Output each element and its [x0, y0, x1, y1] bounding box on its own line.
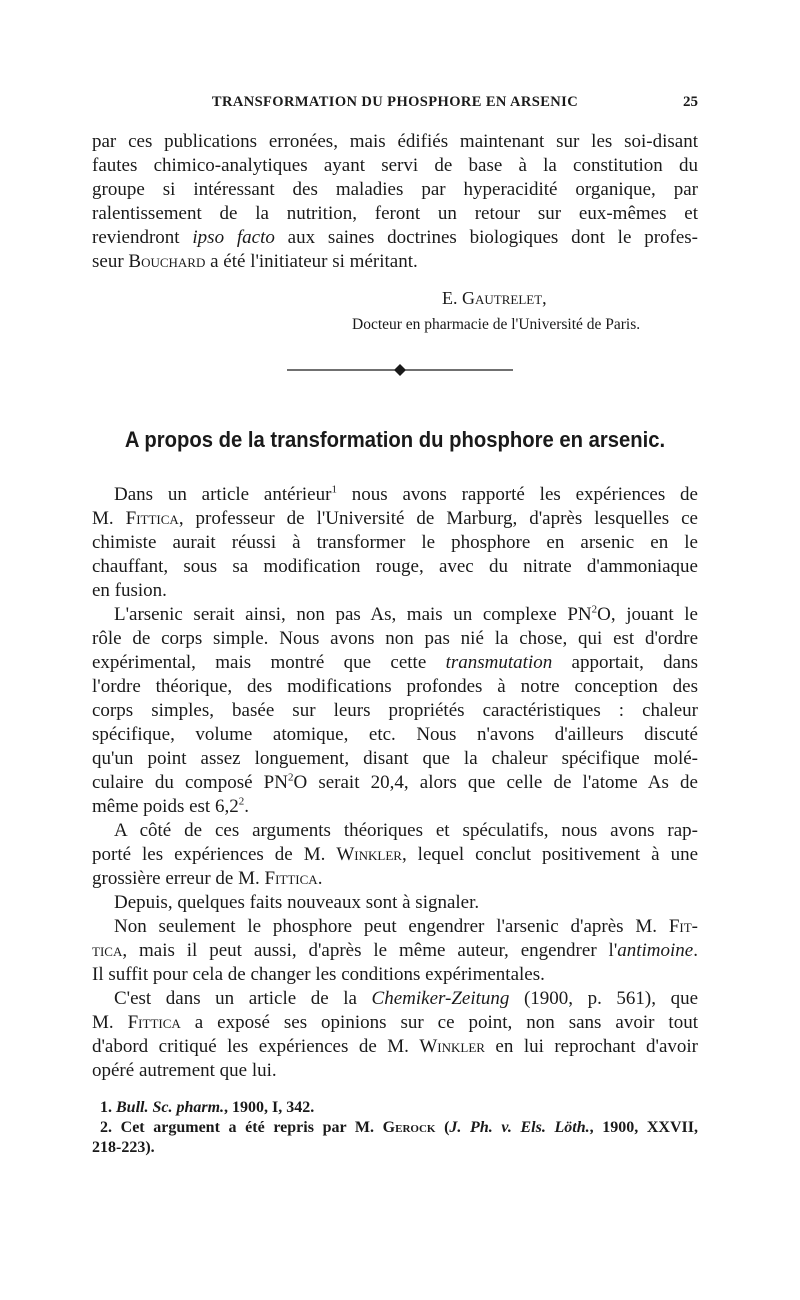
footnote-2: 2. Cet argument a été repris par M. Gerock (J. Ph. v. Els. Löth., 1900, XXVII, — [100, 1119, 698, 1136]
journal-name: Chemiker-Zeitung — [371, 988, 510, 1009]
signature-name: E. Gautrelet, — [442, 288, 547, 308]
text-line: porté les expériences de M. Winkler, lequel conclut positivement à une — [92, 844, 699, 865]
article-title: A propos de la transformation du phosphore en arsenic. — [124, 427, 666, 452]
text-line: tica, mais il peut aussi, d'après le même auteur, engendrer l'antimoine. — [92, 940, 698, 961]
text-line: L'arsenic serait ainsi, non pas As, mais un complexe $PN^2O$, jouant le — [114, 603, 698, 625]
text-line: Il suffit pour cela de changer les conditions expérimentales. — [92, 964, 545, 985]
author-name: Winkler — [336, 844, 402, 865]
footnote-1: 1. Bull. Sc. pharm., 1900, I, 342. — [100, 1099, 315, 1116]
page-number: 25 — [683, 94, 698, 110]
text-line: ralentissement de la nutrition, feront un retour sur eux-mêmes et — [92, 203, 698, 224]
italic-term: ipso facto — [192, 227, 275, 248]
text-line: qu'un point assez longuement, disant que la chaleur spécifique molé- — [92, 748, 698, 769]
text-line: groupe si intéressant des maladies par hyperacidité organique, par — [92, 179, 698, 200]
footnote-ref: 2 — [238, 795, 245, 808]
text-line: corps simples, basée sur leurs propriétés caractéristiques : chaleur — [92, 700, 698, 721]
author-name: Winkler — [419, 1036, 485, 1057]
text-line: Non seulement le phosphore peut engendrer l'arsenic d'après M. Fit- — [114, 916, 698, 937]
text-line: fautes chimico-analytiques ayant servi de base à la constitution du — [92, 155, 698, 176]
text-line: rôle de corps simple. Nous avons non pas nié la chose, qui est d'ordre — [92, 628, 698, 649]
ornament-divider — [287, 362, 513, 378]
author-name: Gerock — [382, 1119, 436, 1136]
text-line: C'est dans un article de la Chemiker-Zeitung (1900, p. 561), que — [114, 988, 698, 1009]
text-line: opéré autrement que lui. — [92, 1060, 277, 1081]
signature-title: Docteur en pharmacie de l'Université de Paris. — [352, 316, 641, 333]
text-line: chimiste aurait réussi à transformer le phosphore en arsenic en le — [92, 532, 698, 553]
italic-term: antimoine — [617, 940, 694, 961]
text-line: seur Bouchard a été l'initiateur si méritant. — [92, 251, 418, 272]
author-name: Fittica — [125, 508, 179, 529]
text-line: M. Fittica, professeur de l'Université de Marburg, d'après lesquelles ce — [92, 508, 698, 529]
footnote-ref: 1 — [331, 483, 337, 496]
text-line: d'abord critiqué les expériences de M. Winkler en lui reprochant d'avoir — [92, 1036, 699, 1057]
author-name: Bouchard — [128, 251, 206, 272]
text-line: spécifique, volume atomique, etc. Nous n'avons d'ailleurs discuté — [92, 724, 698, 745]
text-line: l'ordre théorique, des modifications profondes à notre conception des — [92, 676, 698, 697]
text-line: chauffant, sous sa modification rouge, avec du nitrate d'ammoniaque — [92, 556, 698, 577]
text-line: culaire du composé $PN^2O$ serait 20,4, alors que celle de l'atome As de — [92, 771, 698, 793]
running-head — [92, 94, 698, 116]
italic-term: transmutation — [445, 652, 553, 673]
author-name: Fit- — [668, 916, 698, 937]
text-line: expérimental, mais montré que cette transmutation apportait, dans — [92, 652, 698, 673]
text-line: en fusion. — [92, 580, 167, 601]
author-name: tica — [92, 940, 123, 961]
text-line: A côté de ces arguments théoriques et spéculatifs, nous avons rap- — [114, 820, 698, 841]
author-name: Fittica — [264, 868, 318, 889]
text-line: Depuis, quelques faits nouveaux sont à signaler. — [114, 892, 480, 913]
text-line: grossière erreur de M. Fittica. — [92, 868, 323, 889]
author-name: Fittica — [127, 1012, 181, 1033]
text-line: même poids est $6,2^2$. — [92, 795, 249, 817]
running-title: TRANSFORMATION DU PHOSPHORE EN ARSENIC — [211, 94, 579, 110]
text-line: M. Fittica a exposé ses opinions sur ce point, non sans avoir tout — [92, 1012, 698, 1033]
text-line: reviendront ipso facto aux saines doctrines biologiques dont le profes- — [92, 227, 699, 248]
text-line: par ces publications erronées, mais édifiés maintenant sur les soi-disant — [92, 131, 698, 152]
footnote-2-continued: 218-223). — [92, 1139, 155, 1156]
text-line: Dans un article antérieur$^1$ nous avons rapporté les expériences de — [114, 483, 698, 505]
